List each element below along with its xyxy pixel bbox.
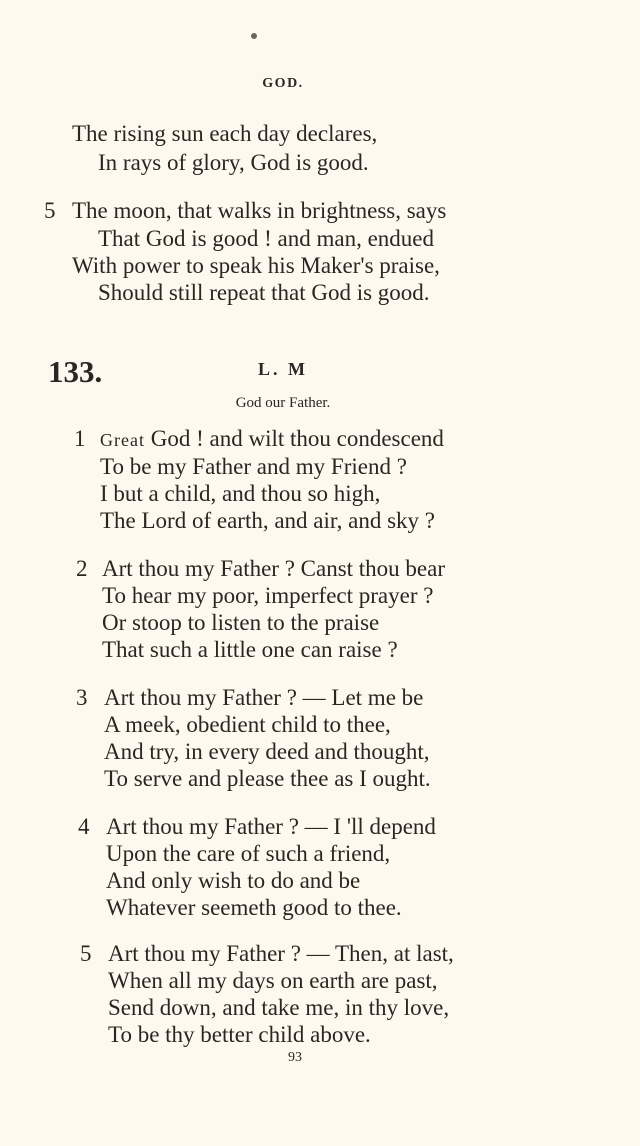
verse-number: 1 [74, 426, 86, 451]
poem-line: And only wish to do and be [106, 868, 361, 893]
verse-number: 3 [76, 685, 88, 710]
poem-line: Whatever seemeth good to thee. [106, 895, 402, 920]
poem-line: The moon, that walks in brightness, says [72, 198, 447, 223]
poem-line: To hear my poor, imperfect prayer ? [102, 583, 434, 608]
hymn-meter: L. M [258, 359, 308, 379]
verse-number: 5 [80, 941, 92, 966]
verse-number: 5 [44, 198, 56, 223]
poem-line: To be my Father and my Friend ? [100, 454, 407, 479]
poem-line [100, 426, 444, 453]
poem-line: Send down, and take me, in thy love, [108, 995, 450, 1020]
poem-line: To be thy better child above. [108, 1022, 371, 1047]
poem-line: And try, in every deed and thought, [104, 739, 430, 764]
poem-line: To serve and please thee as I ought. [104, 766, 431, 791]
poem-line: With power to speak his Maker's praise, [72, 253, 440, 278]
poem-line: Art thou my Father ? — I 'll depend [106, 814, 436, 839]
verse-number: 2 [76, 556, 88, 581]
ink-dot [251, 33, 257, 39]
poem-line: That God is good ! and man, endued [98, 226, 434, 251]
line-rest: God ! and wilt thou condescend [144, 426, 444, 451]
running-head: GOD. [262, 76, 304, 91]
verse-number: 4 [78, 814, 90, 839]
poem-line: Should still repeat that God is good. [98, 280, 430, 305]
poem-line: The Lord of earth, and air, and sky ? [100, 508, 436, 533]
poem-line: That such a little one can raise ? [102, 637, 398, 662]
hymn-number: 133. [48, 354, 103, 389]
poem-line: Art thou my Father ? — Then, at last, [108, 941, 454, 966]
poem-line: Art thou my Father ? Canst thou bear [102, 556, 446, 581]
smallcaps-word: Great [100, 430, 145, 450]
poem-line: Upon the care of such a friend, [106, 841, 391, 866]
poem-line: Or stoop to listen to the praise [102, 610, 380, 635]
poem-line: In rays of glory, God is good. [98, 150, 369, 175]
poem-line: Art thou my Father ? — Let me be [104, 685, 424, 710]
poem-line: The rising sun each day declares, [72, 121, 378, 146]
poem-line: I but a child, and thou so high, [100, 481, 381, 506]
poem-line: A meek, obedient child to thee, [104, 712, 391, 737]
page-number: 93 [288, 1050, 302, 1065]
poem-line: When all my days on earth are past, [108, 968, 438, 993]
hymn-title: God our Father. [235, 395, 331, 411]
